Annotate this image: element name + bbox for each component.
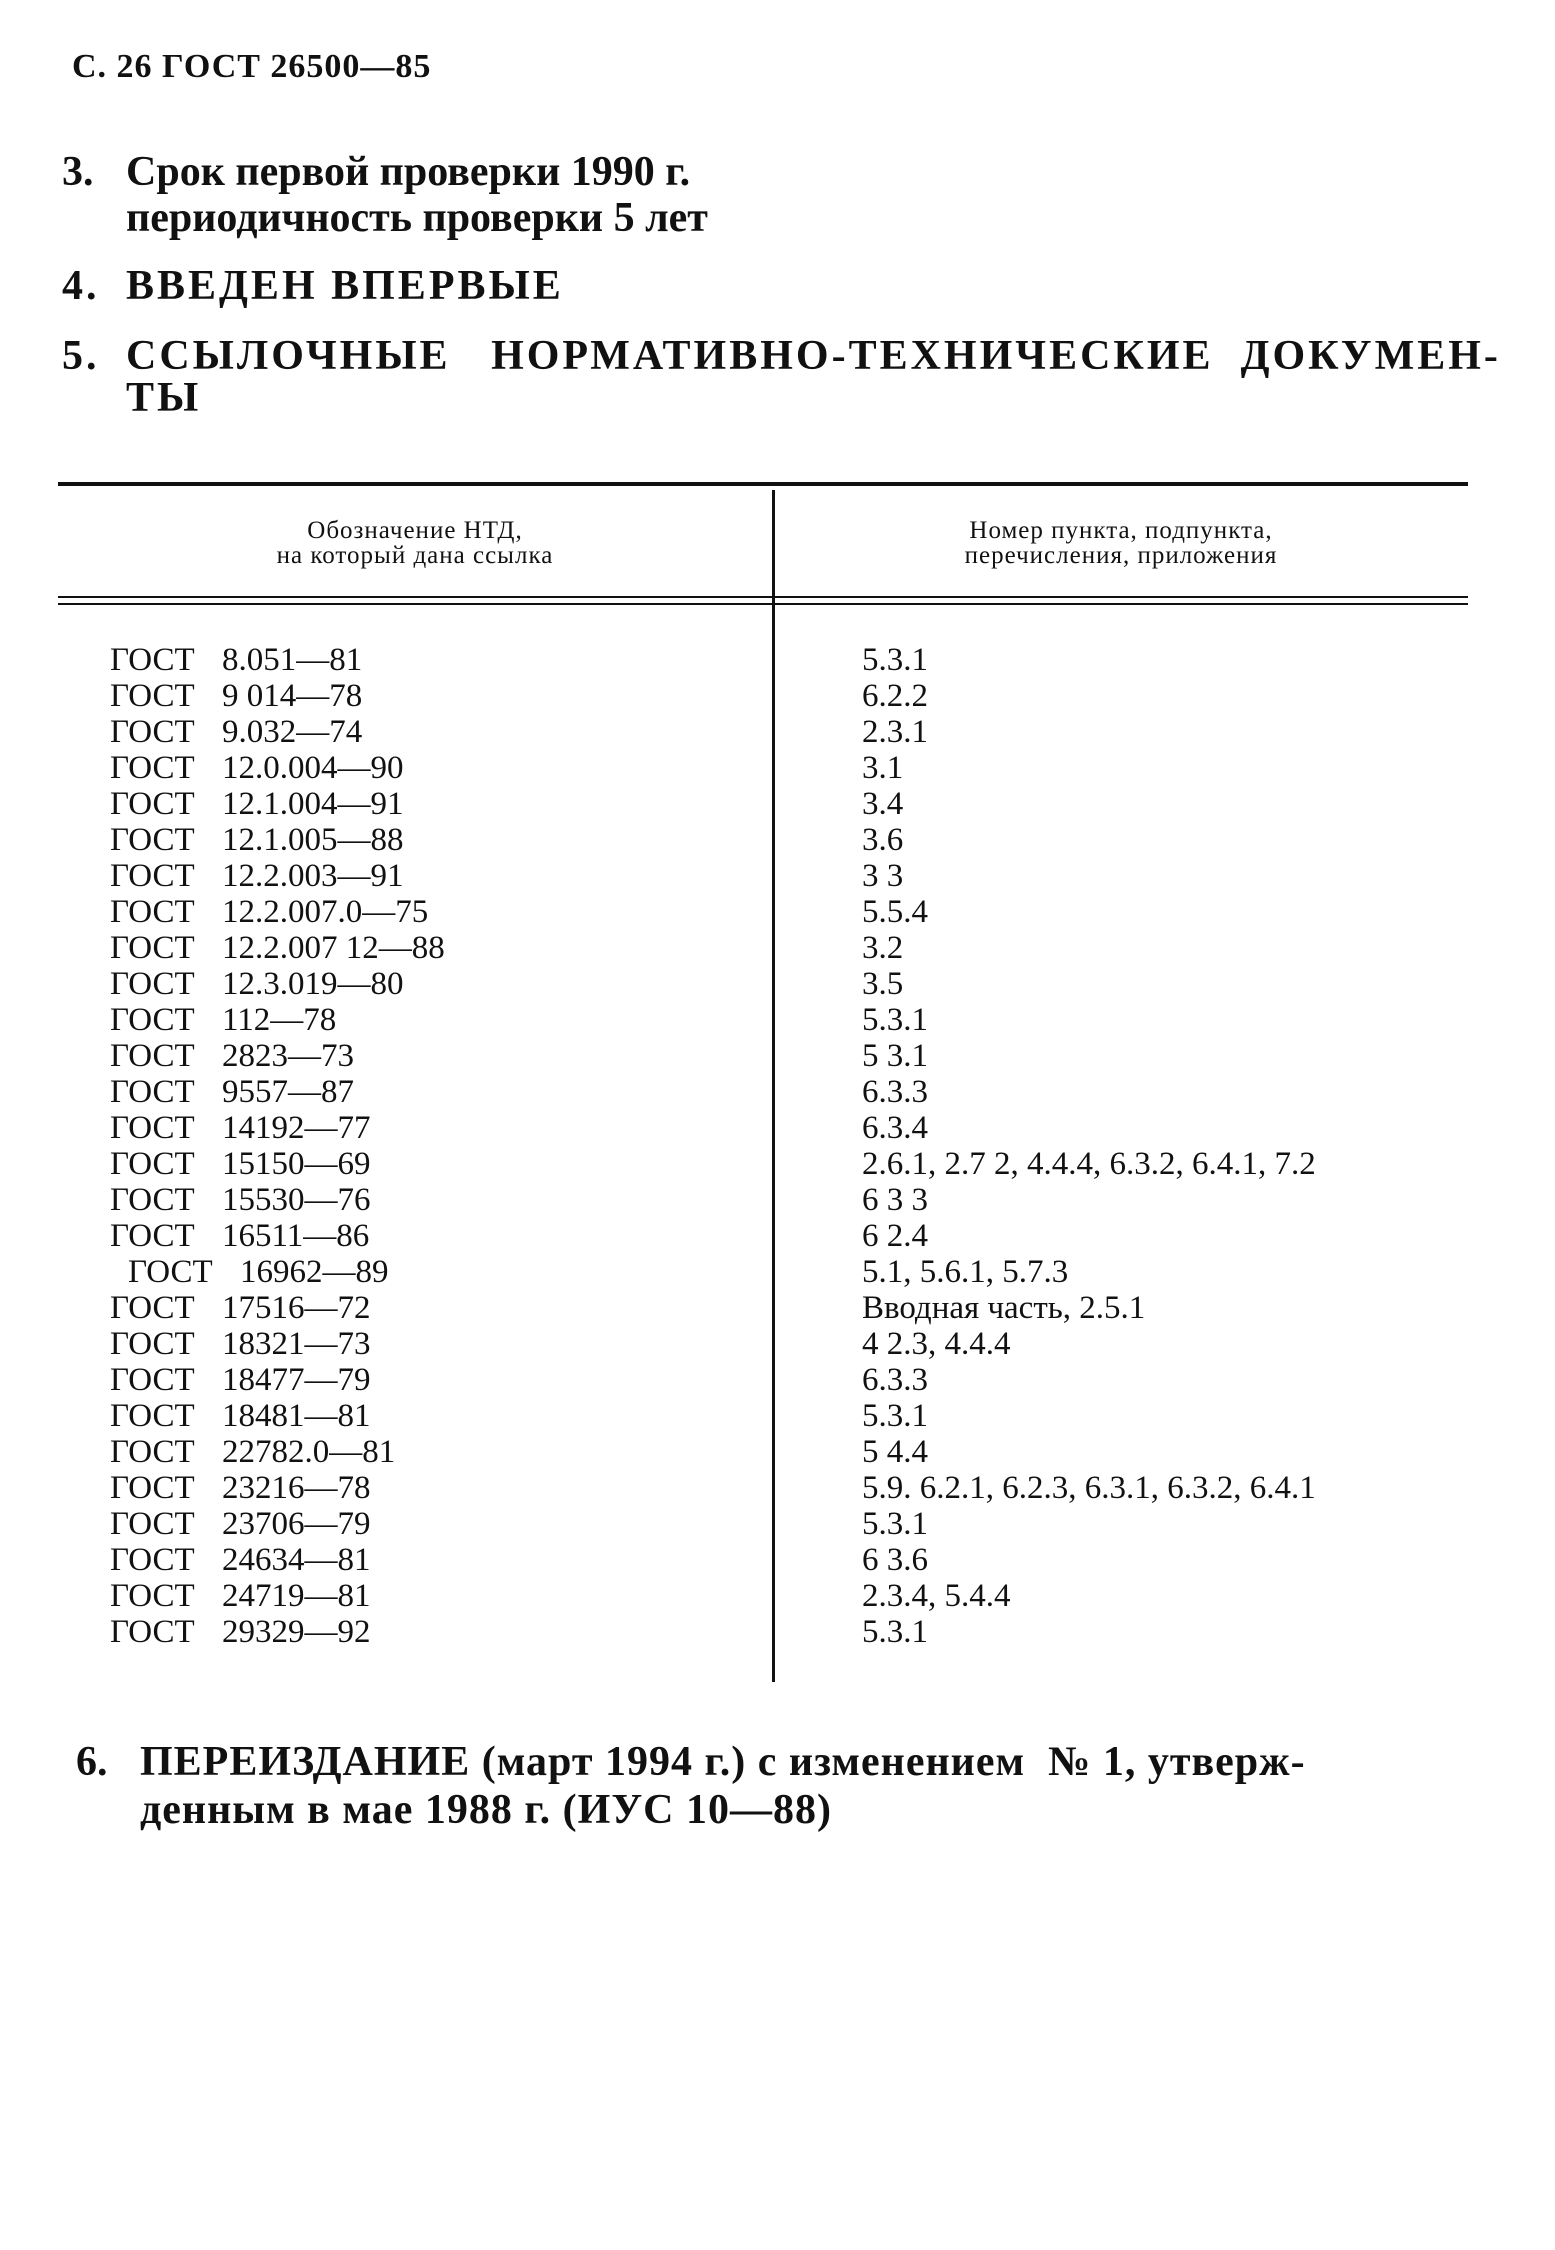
gost-number: 16962—89 — [240, 1254, 389, 1290]
table-row — [0, 894, 1555, 930]
table-row — [0, 1074, 1555, 1110]
gost-number: 16511—86 — [222, 1218, 370, 1254]
gost-word: ГОСТ — [110, 1614, 195, 1650]
section-3-number: 3. — [62, 149, 94, 195]
gost-number: 24634—81 — [222, 1542, 371, 1578]
gost-word: ГОСТ — [110, 822, 195, 858]
clause-ref: 5.5.4 — [862, 894, 928, 930]
table-row — [0, 858, 1555, 894]
gost-number: 14192—77 — [222, 1110, 371, 1146]
table-row — [0, 1398, 1555, 1434]
clause-ref: 2.3.1 — [862, 714, 928, 750]
gost-word: ГОСТ — [110, 1326, 195, 1362]
clause-ref: 6 2.4 — [862, 1218, 928, 1254]
header-bottom-rule-2 — [58, 603, 1468, 605]
section-5-line1: ССЫЛОЧНЫЕ НОРМАТИВНО-ТЕХНИЧЕСКИЕ ДОКУМЕН- — [126, 333, 1501, 379]
clause-ref: 5.3.1 — [862, 1398, 928, 1434]
gost-word: ГОСТ — [110, 894, 195, 930]
gost-word: ГОСТ — [110, 1038, 195, 1074]
clause-ref: 5.1, 5.6.1, 5.7.3 — [862, 1254, 1069, 1290]
gost-word: ГОСТ — [110, 1182, 195, 1218]
gost-word: ГОСТ — [110, 1218, 195, 1254]
clause-ref: 6.3.4 — [862, 1110, 928, 1146]
gost-number: 18481—81 — [222, 1398, 371, 1434]
column-header-clause-line2: перечисления, приложения — [964, 542, 1278, 569]
gost-word: ГОСТ — [110, 642, 195, 678]
gost-word: ГОСТ — [110, 1506, 195, 1542]
section-3 — [62, 148, 1462, 248]
table-row — [0, 1110, 1555, 1146]
table-row — [0, 1614, 1555, 1650]
column-header-designation — [60, 518, 770, 568]
gost-number: 112—78 — [222, 1002, 337, 1038]
gost-number: 12.2.007.0—75 — [222, 894, 429, 930]
gost-word: ГОСТ — [110, 1290, 195, 1326]
gost-number: 12.0.004—90 — [222, 750, 404, 786]
clause-ref: 3 3 — [862, 858, 904, 894]
clause-ref: 5.3.1 — [862, 1614, 928, 1650]
clause-ref: Вводная часть, 2.5.1 — [862, 1290, 1146, 1326]
clause-ref: 6 3.6 — [862, 1542, 928, 1578]
table-row — [0, 1506, 1555, 1542]
gost-number: 15150—69 — [222, 1146, 371, 1182]
clause-ref: 2.3.4, 5.4.4 — [862, 1578, 1011, 1614]
clause-ref: 6.3.3 — [862, 1074, 928, 1110]
section-4 — [62, 262, 1462, 314]
table-row — [0, 1002, 1555, 1038]
gost-word: ГОСТ — [128, 1254, 213, 1290]
gost-word: ГОСТ — [110, 1398, 195, 1434]
clause-ref: 3.6 — [862, 822, 904, 858]
clause-ref: 4 2.3, 4.4.4 — [862, 1326, 1011, 1362]
gost-word: ГОСТ — [110, 1542, 195, 1578]
gost-number: 12.3.019—80 — [222, 966, 404, 1002]
gost-number: 12.2.007 12—88 — [222, 930, 445, 966]
section-5 — [62, 332, 1542, 432]
page-header: С. 26 ГОСТ 26500—85 — [72, 48, 432, 85]
gost-word: ГОСТ — [110, 858, 195, 894]
section-4-number: 4. — [62, 263, 100, 309]
clause-ref: 5 4.4 — [862, 1434, 928, 1470]
gost-word: ГОСТ — [110, 1002, 195, 1038]
section-3-line1: Срок первой проверки 1990 г. — [126, 149, 691, 195]
table-top-rule — [58, 482, 1468, 486]
gost-number: 17516—72 — [222, 1290, 371, 1326]
table-row — [0, 1254, 1555, 1290]
clause-ref: 3.4 — [862, 786, 904, 822]
column-header-clause — [776, 518, 1466, 568]
section-3-line2: периодичность проверки 5 лет — [126, 195, 708, 241]
section-4-text: ВВЕДЕН ВПЕРВЫЕ — [126, 263, 564, 309]
gost-number: 12.1.004—91 — [222, 786, 404, 822]
gost-number: 8.051—81 — [222, 642, 363, 678]
table-row — [0, 1290, 1555, 1326]
gost-word: ГОСТ — [110, 1470, 195, 1506]
section-5-line2: ТЫ — [126, 375, 202, 421]
clause-ref: 5.3.1 — [862, 1506, 928, 1542]
gost-number: 23216—78 — [222, 1470, 371, 1506]
clause-ref: 5.9. 6.2.1, 6.2.3, 6.3.1, 6.3.2, 6.4.1 — [862, 1470, 1316, 1506]
table-row — [0, 1470, 1555, 1506]
clause-ref: 3.5 — [862, 966, 904, 1002]
clause-ref: 6.2.2 — [862, 678, 928, 714]
gost-word: ГОСТ — [110, 1578, 195, 1614]
table-row — [0, 786, 1555, 822]
table-row — [0, 1182, 1555, 1218]
gost-number: 9557—87 — [222, 1074, 354, 1110]
table-row — [0, 714, 1555, 750]
gost-word: ГОСТ — [110, 1146, 195, 1182]
clause-ref: 3.2 — [862, 930, 904, 966]
gost-word: ГОСТ — [110, 930, 195, 966]
table-row — [0, 678, 1555, 714]
gost-number: 29329—92 — [222, 1614, 371, 1650]
gost-word: ГОСТ — [110, 714, 195, 750]
gost-number: 9.032—74 — [222, 714, 363, 750]
gost-number: 18477—79 — [222, 1362, 371, 1398]
section-6-line2: денным в мае 1988 г. (ИУС 10—88) — [140, 1787, 832, 1833]
gost-word: ГОСТ — [110, 1110, 195, 1146]
gost-number: 18321—73 — [222, 1326, 371, 1362]
gost-number: 12.1.005—88 — [222, 822, 404, 858]
clause-ref: 5.3.1 — [862, 642, 928, 678]
section-6 — [76, 1738, 1496, 1838]
section-6-number: 6. — [76, 1739, 108, 1785]
clause-ref: 6 3 3 — [862, 1182, 928, 1218]
table-row — [0, 1326, 1555, 1362]
table-row — [0, 1434, 1555, 1470]
gost-word: ГОСТ — [110, 1074, 195, 1110]
gost-word: ГОСТ — [110, 1434, 195, 1470]
table-row — [0, 642, 1555, 678]
table-row — [0, 966, 1555, 1002]
table-row — [0, 1362, 1555, 1398]
gost-word: ГОСТ — [110, 1362, 195, 1398]
gost-number: 23706—79 — [222, 1506, 371, 1542]
gost-word: ГОСТ — [110, 678, 195, 714]
section-5-number: 5. — [62, 333, 100, 379]
gost-number: 9 014—78 — [222, 678, 363, 714]
table-row — [0, 1146, 1555, 1182]
column-header-designation-line2: на который дана ссылка — [276, 542, 554, 569]
clause-ref: 3.1 — [862, 750, 904, 786]
gost-word: ГОСТ — [110, 786, 195, 822]
gost-number: 15530—76 — [222, 1182, 371, 1218]
table-row — [0, 822, 1555, 858]
gost-number: 24719—81 — [222, 1578, 371, 1614]
gost-number: 12.2.003—91 — [222, 858, 404, 894]
table-row — [0, 1218, 1555, 1254]
gost-number: 2823—73 — [222, 1038, 354, 1074]
column-header-clause-line1: Номер пункта, подпункта, — [969, 517, 1273, 544]
gost-word: ГОСТ — [110, 966, 195, 1002]
header-bottom-rule-1 — [58, 596, 1468, 598]
table-row — [0, 1578, 1555, 1614]
clause-ref: 5 3.1 — [862, 1038, 928, 1074]
table-row — [0, 930, 1555, 966]
table-row — [0, 1542, 1555, 1578]
clause-ref: 6.3.3 — [862, 1362, 928, 1398]
gost-number: 22782.0—81 — [222, 1434, 396, 1470]
clause-ref: 2.6.1, 2.7 2, 4.4.4, 6.3.2, 6.4.1, 7.2 — [862, 1146, 1316, 1182]
section-6-line1: ПЕРЕИЗДАНИЕ (март 1994 г.) с изменением № 1, утверж- — [140, 1739, 1306, 1785]
clause-ref: 5.3.1 — [862, 1002, 928, 1038]
table-row — [0, 1038, 1555, 1074]
table-row — [0, 750, 1555, 786]
gost-word: ГОСТ — [110, 750, 195, 786]
column-header-designation-line1: Обозначение НТД, — [307, 517, 523, 544]
